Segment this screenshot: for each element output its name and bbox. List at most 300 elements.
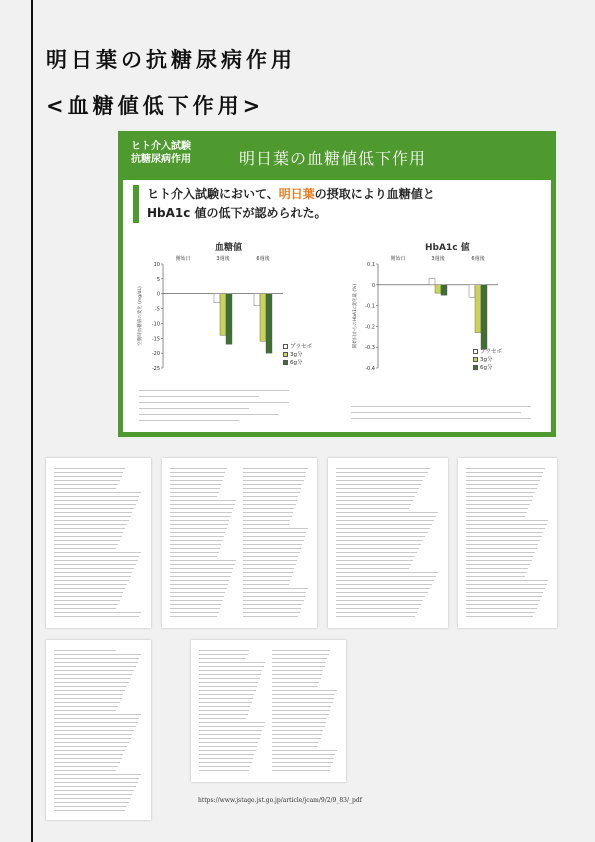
text-line [243,588,308,589]
paper-page-6 [191,640,346,782]
slide-body [123,180,551,432]
y-tick-label: 0 [371,282,375,289]
text-line [54,798,131,799]
y-tick-label: -0.4 [365,366,375,372]
text-line [466,528,545,529]
text-line [54,726,136,727]
text-line [54,552,141,553]
text-line [272,682,320,683]
text-line [54,790,134,791]
text-line [54,678,131,679]
text-line [466,592,543,593]
text-line [54,584,127,585]
text-line [336,596,425,597]
text-line [54,766,118,767]
text-line [54,468,125,469]
text-line [199,714,248,715]
category-label: 6週後 [256,256,270,262]
text-line [243,604,303,605]
text-line [199,686,257,687]
text-line [54,476,122,477]
text-line [54,576,131,577]
text-line [272,710,331,711]
text-line [170,516,231,517]
text-line [54,742,129,743]
text-line [466,572,527,573]
text-line [54,612,141,613]
y-tick-label: 0.1 [367,262,375,268]
text-line [336,564,411,565]
text-line [54,718,139,719]
text-line [170,576,231,577]
chart1-legend-1: 3g分 [283,350,303,358]
text-line [199,722,265,723]
text-line [54,746,127,747]
text-line [54,580,129,581]
hba1c-chart [348,250,533,380]
text-line [272,686,319,687]
bar-プラセボ-6週後 [254,294,260,306]
text-line [243,524,290,525]
text-line [466,560,532,561]
text-line [336,548,419,549]
text-line [54,588,125,589]
text-line [336,528,430,529]
text-line [199,758,253,759]
text-line [466,496,533,497]
y-tick-label: -15 [151,336,160,343]
text-line [54,556,139,557]
text-line [54,516,131,517]
text-line [243,528,308,529]
text-line [54,714,141,715]
text-line [272,666,325,667]
msg-part2: の摂取により血糖値と [314,187,435,201]
text-line [54,524,127,525]
text-line [54,544,118,545]
text-line [199,734,261,735]
text-line [336,536,425,537]
text-line [54,674,132,675]
text-line [336,616,415,617]
y-tick-label: -0.1 [365,303,375,310]
text-line [336,520,434,521]
text-line [243,536,306,537]
text-line [54,560,138,561]
text-line [272,742,320,743]
slide-tag [131,140,191,166]
bar-3g分-6週後 [475,285,481,333]
y-tick-label: 0 [156,291,160,298]
text-line [466,568,528,569]
text-line [54,500,138,501]
text-line [466,480,540,481]
text-line [272,650,331,651]
text-line [199,650,249,651]
text-line [243,608,302,609]
text-line [199,662,265,663]
category-label: 開始日 [390,256,406,262]
text-line [54,488,116,489]
text-line [466,524,547,525]
y-tick-label: -20 [151,351,160,358]
text-line [243,508,295,509]
slide-tag-line1: ヒト介入試験 [131,141,191,152]
text-line [336,492,417,493]
text-line [199,754,254,755]
category-label: 開始日 [175,256,191,262]
text-line [272,750,337,751]
text-line [272,734,323,735]
bar-6g分-6週後 [266,294,272,353]
text-line [170,520,229,521]
text-line [336,612,417,613]
text-line [54,770,116,771]
text-line [272,770,331,771]
text-line [170,524,228,525]
chart1-legend-2: 6g分 [283,358,303,366]
text-line [336,532,428,533]
text-line [336,516,436,517]
bar-3g分-3週後 [435,285,441,293]
text-line [466,504,530,505]
text-line [466,476,542,477]
text-line [54,592,123,593]
text-line [199,718,246,719]
text-line [54,532,123,533]
paper-page-2 [162,458,317,628]
text-line [54,564,136,565]
text-line [243,592,307,593]
paper-page-5 [46,640,151,820]
text-line [243,544,303,545]
text-line [199,678,260,679]
text-line [54,706,118,707]
text-line [170,588,227,589]
message-accent-bar [133,185,139,223]
text-line [243,576,292,577]
text-line [272,706,332,707]
text-line [54,698,122,699]
y-tick-label: 10 [153,262,160,268]
text-line [199,730,262,731]
text-line [199,770,249,771]
text-line [170,504,235,505]
text-line [466,552,535,553]
text-line [54,738,131,739]
text-line [54,528,125,529]
text-line [243,552,300,553]
text-line [243,540,304,541]
text-line [170,508,233,509]
text-line [272,678,321,679]
msg-line2: HbA1c 値の低下が認められた。 [147,206,327,220]
text-line [243,612,300,613]
text-line [336,572,438,573]
text-line [54,734,132,735]
category-label: 3週後 [431,256,445,262]
text-line [336,540,423,541]
msg-part1: ヒト介入試験において、 [147,187,279,201]
text-line [170,536,224,537]
page-subtitle: <血糖値低下作用> [46,94,265,118]
text-line [466,544,538,545]
text-line [466,580,548,581]
text-line [243,484,303,485]
text-line [243,468,308,469]
text-line [272,702,333,703]
bar-プラセボ-6週後 [469,285,475,297]
text-line [243,476,306,477]
text-line [199,690,256,691]
text-line [54,480,120,481]
text-line [170,512,232,513]
text-line [336,544,421,545]
text-line [170,612,219,613]
text-line [466,608,537,609]
text-line [54,496,139,497]
text-line [170,500,236,501]
text-line [170,484,221,485]
text-line [54,536,122,537]
text-line [54,658,139,659]
text-line [272,714,329,715]
text-line [243,504,296,505]
y-tick-label: -5 [155,306,160,313]
text-line [272,662,327,663]
text-line [199,682,258,683]
text-line [466,596,542,597]
category-label: 3週後 [216,256,230,262]
text-line [170,476,224,477]
bar-3g分-3週後 [220,294,226,336]
text-line [170,560,236,561]
text-line [170,468,227,469]
slide-title: 明日葉の血糖値低下作用 [239,149,427,168]
text-line [272,746,319,747]
text-line [272,762,333,763]
text-line [336,496,415,497]
text-line [336,584,432,585]
text-line [243,496,299,497]
text-line [170,488,220,489]
chart1-legend-0: プラセボ [283,342,312,350]
text-line [170,480,223,481]
text-line [336,512,438,513]
text-line [199,658,246,659]
text-line [54,786,136,787]
text-line [54,730,134,731]
text-line [243,600,304,601]
text-line [54,794,132,795]
text-line [243,472,307,473]
text-line [170,540,223,541]
text-line [54,802,129,803]
text-line [336,556,415,557]
text-line [243,480,304,481]
y-tick-label: 5 [156,276,160,283]
text-line [272,674,323,675]
text-line [170,580,229,581]
text-line [243,584,290,585]
text-line [243,616,299,617]
chart2-title: HbA1c 値 [425,243,470,253]
text-line [54,702,120,703]
text-line [336,608,419,609]
text-line [466,600,540,601]
text-line [54,650,116,651]
text-line [54,616,139,617]
text-line [336,604,421,605]
y-axis-label: 空腹時血糖値の変化 (mg/dL) [138,286,143,346]
text-line [170,552,219,553]
text-line [170,528,227,529]
text-line [54,754,123,755]
bar-6g分-6週後 [481,285,487,349]
bar-プラセボ-3週後 [214,294,220,303]
chart2-legend-1: 3g分 [473,355,493,363]
text-line [54,540,120,541]
text-line [199,766,250,767]
text-line [170,592,225,593]
msg-highlight: 明日葉 [278,187,315,201]
bar-6g分-3週後 [226,294,232,345]
text-line [54,810,125,811]
text-line [199,710,249,711]
chart2-legend-2: 6g分 [473,363,493,371]
text-line [54,600,120,601]
text-line [336,488,419,489]
text-line [170,496,217,497]
text-line [243,520,291,521]
text-line [54,670,134,671]
text-line [336,504,411,505]
text-line [243,516,292,517]
text-line [199,694,254,695]
text-line [170,608,220,609]
text-line [272,670,324,671]
text-line [170,544,221,545]
text-line [170,604,221,605]
text-line [54,654,141,655]
text-line [272,766,332,767]
y-tick-label: -10 [151,321,160,328]
source-url: https://www.jstage.jst.go.jp/article/jcam/9/2/9_83/_pdf [198,797,362,804]
chart1-title: 血糖値 [215,243,243,253]
text-line [199,670,262,671]
text-line [243,548,302,549]
text-line [54,520,129,521]
text-line [199,726,264,727]
text-line [54,686,127,687]
left-rule [31,0,33,842]
text-line [54,484,118,485]
text-line [170,564,235,565]
text-line [466,520,548,521]
text-line [170,572,232,573]
text-line [54,572,132,573]
text-line [466,484,538,485]
text-line [54,778,139,779]
text-line [243,580,291,581]
text-line [243,568,295,569]
text-line [336,508,409,509]
text-line [199,654,248,655]
text-line [199,702,252,703]
text-line [336,560,413,561]
text-line [54,682,129,683]
text-line [54,806,127,807]
text-line [199,746,257,747]
text-line [466,604,538,605]
text-line [170,548,220,549]
text-line [272,726,325,727]
text-line [54,762,120,763]
text-line [199,706,250,707]
text-line [466,536,542,537]
text-line [54,782,138,783]
text-line [54,690,125,691]
text-line [54,758,122,759]
text-line [272,738,321,739]
text-line [466,612,535,613]
text-line [466,616,533,617]
text-line [54,662,138,663]
text-line [336,592,428,593]
text-line [54,750,125,751]
slide-header [123,136,551,180]
text-line [466,508,528,509]
text-line [466,588,545,589]
slide-message [147,185,435,223]
text-line [272,654,329,655]
text-line [466,500,532,501]
text-line [54,508,134,509]
text-line [199,666,264,667]
text-line [199,742,258,743]
text-line [54,774,141,775]
text-line [54,722,138,723]
text-line [54,568,134,569]
y-tick-label: -0.2 [365,324,375,331]
text-line [54,608,116,609]
text-line [272,658,328,659]
text-line [243,532,307,533]
text-line [336,472,428,473]
text-line [466,516,525,517]
text-line [243,488,302,489]
text-line [466,548,537,549]
text-line [170,600,223,601]
text-line [54,596,122,597]
text-line [199,750,256,751]
slide-tag-line2: 抗糖尿病作用 [131,154,191,165]
paper-page-1 [46,458,151,628]
text-line [466,492,535,493]
text-line [54,666,136,667]
text-line [336,580,434,581]
text-line [272,754,336,755]
text-line [466,468,545,469]
text-line [272,694,336,695]
text-line [170,568,233,569]
text-line [243,492,300,493]
bar-6g分-3週後 [441,285,447,295]
text-line [466,488,537,489]
text-line [336,588,430,589]
text-line [466,540,540,541]
text-line [54,504,136,505]
